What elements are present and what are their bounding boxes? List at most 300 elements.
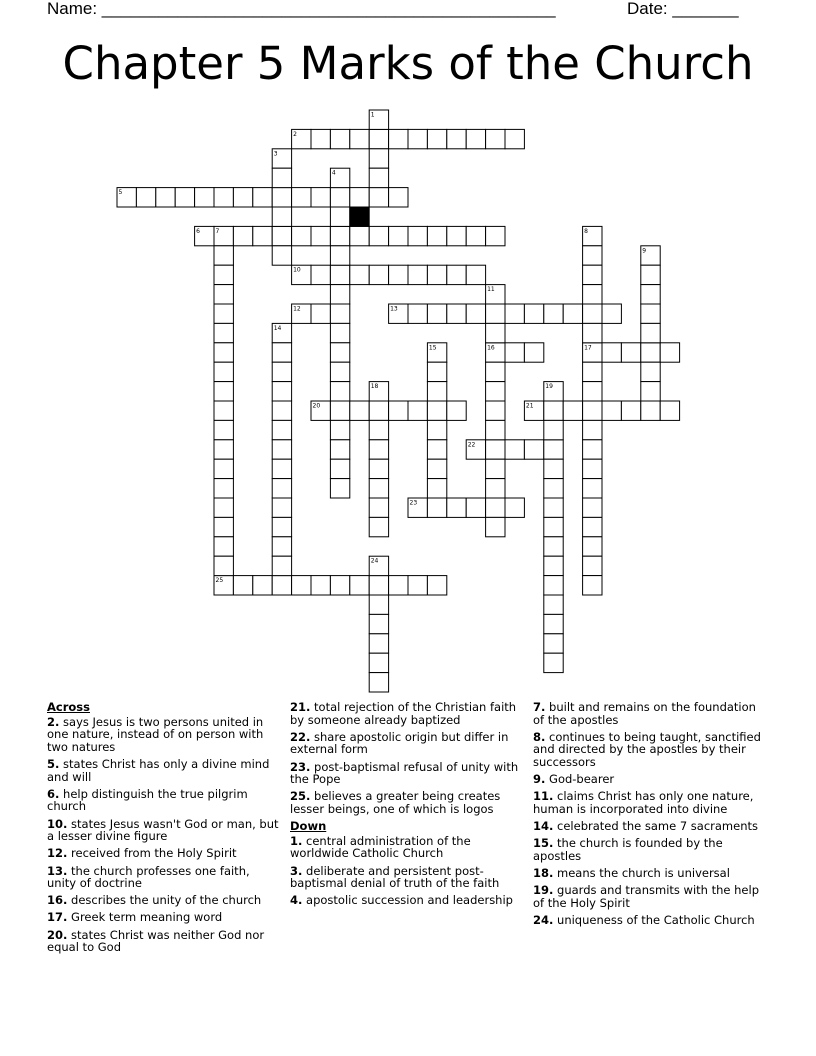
down-clue [533,731,765,769]
grid-cell[interactable] [427,401,446,420]
down-clue [533,914,765,927]
grid-cell[interactable] [583,440,602,459]
across-clue [47,847,279,860]
down-clue [290,835,522,860]
grid-cell[interactable] [214,459,233,478]
grid-cell[interactable] [175,188,194,207]
down-clue [533,837,765,862]
grid-cell[interactable] [214,188,233,207]
grid-cell[interactable] [524,343,543,362]
grid-cell[interactable] [214,265,233,284]
grid-cell[interactable] [311,576,330,595]
grid-cell[interactable] [621,401,640,420]
grid-cell[interactable] [272,576,291,595]
grid-cell[interactable] [272,382,291,401]
grid-cell[interactable] [486,401,505,420]
grid-cell[interactable] [524,440,543,459]
grid-cell[interactable] [214,479,233,498]
grid-cell[interactable] [447,265,466,284]
grid-cell[interactable] [641,362,660,381]
grid-cell[interactable] [466,265,485,284]
grid-cell[interactable] [330,129,349,148]
clue-text: central administration of the worldwide Catholic Church [290,833,471,861]
grid-cell[interactable] [602,343,621,362]
grid-cell[interactable] [272,246,291,265]
clues-column-2 [290,701,522,911]
grid-cell[interactable] [544,479,563,498]
grid-number: 8 [584,227,588,235]
grid-cell[interactable] [214,382,233,401]
grid-cell[interactable] [486,517,505,536]
grid-cell[interactable] [156,188,175,207]
across-clue [47,788,279,813]
clue-number: 20. [47,927,68,942]
clue-number: 16. [47,893,68,908]
grid-cell[interactable] [330,382,349,401]
grid-cell[interactable] [505,440,524,459]
grid-number: 21 [525,402,534,410]
grid-cell[interactable] [544,459,563,478]
grid-cell[interactable] [369,614,388,633]
clue-text: the church professes one faith, unity of doctrine [47,863,250,891]
grid-cell[interactable] [427,304,446,323]
grid-cell[interactable] [350,265,369,284]
grid-cell[interactable] [427,382,446,401]
grid-cell[interactable] [369,498,388,517]
grid-cell[interactable] [214,362,233,381]
grid-cell[interactable] [486,459,505,478]
grid-number: 9 [642,247,647,255]
grid-cell[interactable] [214,285,233,304]
grid-cell[interactable] [486,440,505,459]
grid-cell[interactable] [233,576,252,595]
grid-cell[interactable] [272,537,291,556]
grid-cell[interactable] [544,517,563,536]
grid-cell[interactable] [408,265,427,284]
grid-cell[interactable] [447,129,466,148]
black-cell [350,207,369,226]
grid-cell[interactable] [369,401,388,420]
grid-cell[interactable] [389,265,408,284]
grid-cell[interactable] [427,498,446,517]
grid-cell[interactable] [214,517,233,536]
grid-cell[interactable] [330,207,349,226]
clue-number: 1. [290,833,303,848]
clues-column-3 [533,701,765,931]
grid-cell[interactable] [330,265,349,284]
grid-cell[interactable] [602,401,621,420]
grid-number: 10 [293,266,301,274]
grid-cell[interactable] [427,459,446,478]
grid-cell[interactable] [272,517,291,536]
grid-cell[interactable] [330,246,349,265]
grid-cell[interactable] [389,129,408,148]
grid-cell[interactable] [427,479,446,498]
grid-cell[interactable] [272,401,291,420]
grid-cell[interactable] [214,323,233,342]
clue-text: Greek term meaning word [67,910,223,925]
grid-cell[interactable] [369,168,388,187]
grid-number: 7 [215,227,220,235]
grid-cell[interactable] [641,304,660,323]
grid-cell[interactable] [330,459,349,478]
clue-text: post-baptismal refusal of unity with the Pope [290,759,519,787]
grid-cell[interactable] [486,226,505,245]
across-clue [47,758,279,783]
grid-cell[interactable] [544,576,563,595]
grid-number: 20 [312,402,321,410]
grid-cell[interactable] [369,265,388,284]
clue-number: 23. [290,759,311,774]
grid-cell[interactable] [214,343,233,362]
clue-number: 4. [290,893,303,908]
grid-cell[interactable] [583,479,602,498]
grid-cell[interactable] [583,382,602,401]
grid-cell[interactable] [505,129,524,148]
grid-number: 14 [273,324,282,332]
clue-number: 17. [47,910,68,925]
grid-cell[interactable] [330,285,349,304]
clue-number: 10. [47,816,68,831]
grid-cell[interactable] [466,498,485,517]
clue-text: total rejection of the Christian faith by someone already baptized [290,700,517,727]
grid-cell[interactable] [486,498,505,517]
grid-cell[interactable] [350,576,369,595]
grid-cell[interactable] [389,188,408,207]
name-field-label: Name: ________________________________________________ [47,0,556,18]
down-clue [290,894,522,907]
grid-cell[interactable] [330,440,349,459]
grid-cell[interactable] [583,498,602,517]
grid-cell[interactable] [389,226,408,245]
grid-cell[interactable] [272,207,291,226]
grid-cell[interactable] [272,459,291,478]
grid-number: 22 [467,441,476,449]
grid-cell[interactable] [292,576,311,595]
grid-cell[interactable] [602,304,621,323]
grid-cell[interactable] [486,420,505,439]
grid-cell[interactable] [369,634,388,653]
grid-number: 3 [273,150,278,158]
across-clue [47,865,279,890]
clue-text: continues to being taught, sanctified and directed by the apostles by their successors [533,729,761,769]
grid-cell[interactable] [330,576,349,595]
grid-cell[interactable] [641,285,660,304]
grid-cell[interactable] [272,168,291,187]
grid-cell[interactable] [466,226,485,245]
grid-cell[interactable] [233,188,252,207]
grid-cell[interactable] [369,149,388,168]
grid-number: 23 [409,499,418,507]
grid-cell[interactable] [447,304,466,323]
grid-cell[interactable] [214,537,233,556]
grid-cell[interactable] [583,323,602,342]
grid-cell[interactable] [389,576,408,595]
grid-number: 6 [196,227,200,235]
clue-number: 3. [290,863,303,878]
grid-cell[interactable] [583,556,602,575]
grid-cell[interactable] [272,343,291,362]
grid-cell[interactable] [408,129,427,148]
grid-cell[interactable] [486,362,505,381]
grid-cell[interactable] [369,517,388,536]
grid-cell[interactable] [544,614,563,633]
clue-text: states Jesus wasn't God or man, but a lesser divine figure [47,816,279,844]
grid-cell[interactable] [524,304,543,323]
across-clue [290,701,522,726]
grid-cell[interactable] [486,129,505,148]
grid-cell[interactable] [330,401,349,420]
clue-number: 18. [533,866,554,881]
grid-cell[interactable] [369,576,388,595]
clue-number: 2. [47,714,60,729]
clue-text: built and remains on the foundation of the apostles [533,700,756,727]
down-clue [533,790,765,815]
clue-number: 11. [533,789,554,804]
across-clue [47,894,279,907]
grid-number: 16 [487,344,495,352]
clue-text: means the church is universal [553,866,730,881]
grid-cell[interactable] [544,595,563,614]
grid-cell[interactable] [253,188,272,207]
grid-cell[interactable] [369,459,388,478]
grid-cell[interactable] [583,401,602,420]
grid-cell[interactable] [544,556,563,575]
grid-cell[interactable] [408,304,427,323]
across-clue [47,716,279,754]
grid-number: 18 [370,383,379,391]
grid-cell[interactable] [214,498,233,517]
grid-cell[interactable] [641,323,660,342]
grid-cell[interactable] [486,304,505,323]
grid-cell[interactable] [272,556,291,575]
grid-cell[interactable] [272,226,291,245]
grid-cell[interactable] [466,129,485,148]
grid-cell[interactable] [427,226,446,245]
grid-cell[interactable] [544,653,563,672]
grid-cell[interactable] [621,343,640,362]
grid-cell[interactable] [214,246,233,265]
grid-cell[interactable] [292,188,311,207]
clue-text: believes a greater being creates lesser beings, one of which is logos [290,789,501,816]
grid-cell[interactable] [505,498,524,517]
grid-number: 25 [215,577,224,585]
grid-cell[interactable] [583,304,602,323]
grid-cell[interactable] [350,401,369,420]
clue-text: states Christ has only a divine mind and will [47,756,270,784]
grid-cell[interactable] [369,479,388,498]
grid-cell[interactable] [427,576,446,595]
grid-cell[interactable] [350,129,369,148]
down-clue [533,820,765,833]
grid-cell[interactable] [660,343,679,362]
clue-number: 25. [290,789,311,804]
grid-cell[interactable] [466,304,485,323]
grid-number: 19 [545,383,553,391]
grid-cell[interactable] [583,265,602,284]
grid-cell[interactable] [272,420,291,439]
grid-cell[interactable] [583,537,602,556]
grid-cell[interactable] [447,401,466,420]
clue-number: 8. [533,729,546,744]
grid-number: 12 [293,305,301,313]
grid-cell[interactable] [330,420,349,439]
clue-number: 12. [47,846,68,861]
grid-cell[interactable] [544,537,563,556]
grid-number: 5 [118,189,123,197]
grid-cells [117,110,680,692]
grid-cell[interactable] [272,479,291,498]
grid-cell[interactable] [350,226,369,245]
clues-column-1 [47,701,279,958]
grid-cell[interactable] [583,420,602,439]
grid-cell[interactable] [408,401,427,420]
grid-cell[interactable] [583,246,602,265]
grid-cell[interactable] [544,634,563,653]
grid-cell[interactable] [253,576,272,595]
grid-cell[interactable] [292,226,311,245]
grid-cell[interactable] [272,440,291,459]
grid-cell[interactable] [350,188,369,207]
grid-cell[interactable] [505,343,524,362]
clue-text: the church is founded by the apostles [533,836,723,863]
grid-cell[interactable] [660,401,679,420]
across-clue [290,761,522,786]
grid-cell[interactable] [544,401,563,420]
grid-number: 24 [370,557,379,565]
grid-cell[interactable] [214,304,233,323]
grid-cell[interactable] [408,226,427,245]
grid-cell[interactable] [427,420,446,439]
grid-cell[interactable] [272,362,291,381]
down-clue [533,884,765,909]
clue-text: celebrated the same 7 sacraments [553,819,758,834]
grid-cell[interactable] [544,498,563,517]
grid-cell[interactable] [427,129,446,148]
grid-cell[interactable] [233,226,252,245]
grid-cell[interactable] [272,498,291,517]
grid-number: 2 [293,130,297,138]
grid-cell[interactable] [641,401,660,420]
grid-cell[interactable] [330,188,349,207]
grid-cell[interactable] [311,129,330,148]
down-clue [533,701,765,726]
grid-cell[interactable] [447,498,466,517]
grid-number: 13 [390,305,398,313]
clue-number: 9. [533,772,546,787]
grid-cell[interactable] [330,323,349,342]
grid-cell[interactable] [641,265,660,284]
clue-text: share apostolic origin but differ in external form [290,729,509,757]
grid-cell[interactable] [544,304,563,323]
down-clue [290,865,522,890]
grid-cell[interactable] [486,479,505,498]
date-field-label: Date: _______ [627,0,739,18]
grid-cell[interactable] [641,382,660,401]
grid-cell[interactable] [214,440,233,459]
grid-cell[interactable] [272,188,291,207]
grid-cell[interactable] [544,440,563,459]
clue-text: states Christ was neither God nor equal to God [47,927,265,955]
grid-cell[interactable] [214,420,233,439]
grid-cell[interactable] [330,304,349,323]
grid-cell[interactable] [583,285,602,304]
clue-number: 22. [290,729,311,744]
across-heading: Across [47,700,90,714]
grid-cell[interactable] [136,188,155,207]
grid-cell[interactable] [369,188,388,207]
grid-cell[interactable] [214,556,233,575]
clue-number: 5. [47,756,60,771]
grid-cell[interactable] [563,401,582,420]
grid-cell[interactable] [427,265,446,284]
grid-cell[interactable] [369,129,388,148]
grid-cell[interactable] [389,401,408,420]
grid-cell[interactable] [486,382,505,401]
grid-cell[interactable] [583,517,602,536]
clue-number: 24. [533,913,554,928]
across-clue [47,818,279,843]
grid-cell[interactable] [330,343,349,362]
grid-cell[interactable] [214,401,233,420]
clue-text: received from the Holy Spirit [67,846,237,861]
down-clue [533,773,765,786]
grid-cell[interactable] [311,265,330,284]
grid-cell[interactable] [641,343,660,362]
grid-cell[interactable] [408,576,427,595]
grid-cell[interactable] [505,304,524,323]
grid-cell[interactable] [311,304,330,323]
grid-cell[interactable] [369,440,388,459]
clue-text: deliberate and persistent post-baptismal denial of truth of the faith [290,863,500,891]
grid-cell[interactable] [486,323,505,342]
clue-number: 19. [533,883,554,898]
page-title: Chapter 5 Marks of the Church [62,37,754,90]
grid-cell[interactable] [563,304,582,323]
grid-number: 1 [370,111,375,119]
grid-cell[interactable] [369,226,388,245]
grid-cell[interactable] [369,420,388,439]
grid-number: 15 [428,344,437,352]
grid-cell[interactable] [369,595,388,614]
grid-cell[interactable] [583,576,602,595]
grid-cell[interactable] [369,673,388,692]
grid-cell[interactable] [330,226,349,245]
clue-text: apostolic succession and leadership [302,893,513,908]
grid-cell[interactable] [311,188,330,207]
grid-cell[interactable] [447,226,466,245]
clue-number: 6. [47,786,60,801]
grid-cell[interactable] [330,479,349,498]
clue-number: 21. [290,700,311,714]
grid-cell[interactable] [583,362,602,381]
grid-cell[interactable] [427,362,446,381]
across-clue [290,790,522,815]
grid-cell[interactable] [583,459,602,478]
grid-cell[interactable] [253,226,272,245]
clue-number: 13. [47,863,68,878]
grid-cell[interactable] [311,226,330,245]
grid-cell[interactable] [369,653,388,672]
grid-number: 11 [487,286,495,294]
grid-cell[interactable] [544,420,563,439]
grid-cell[interactable] [195,188,214,207]
down-heading: Down [290,819,327,834]
grid-cell[interactable] [427,440,446,459]
clue-text: guards and transmits with the help of the Holy Spirit [533,883,759,910]
grid-cell[interactable] [330,362,349,381]
across-clue [290,731,522,756]
